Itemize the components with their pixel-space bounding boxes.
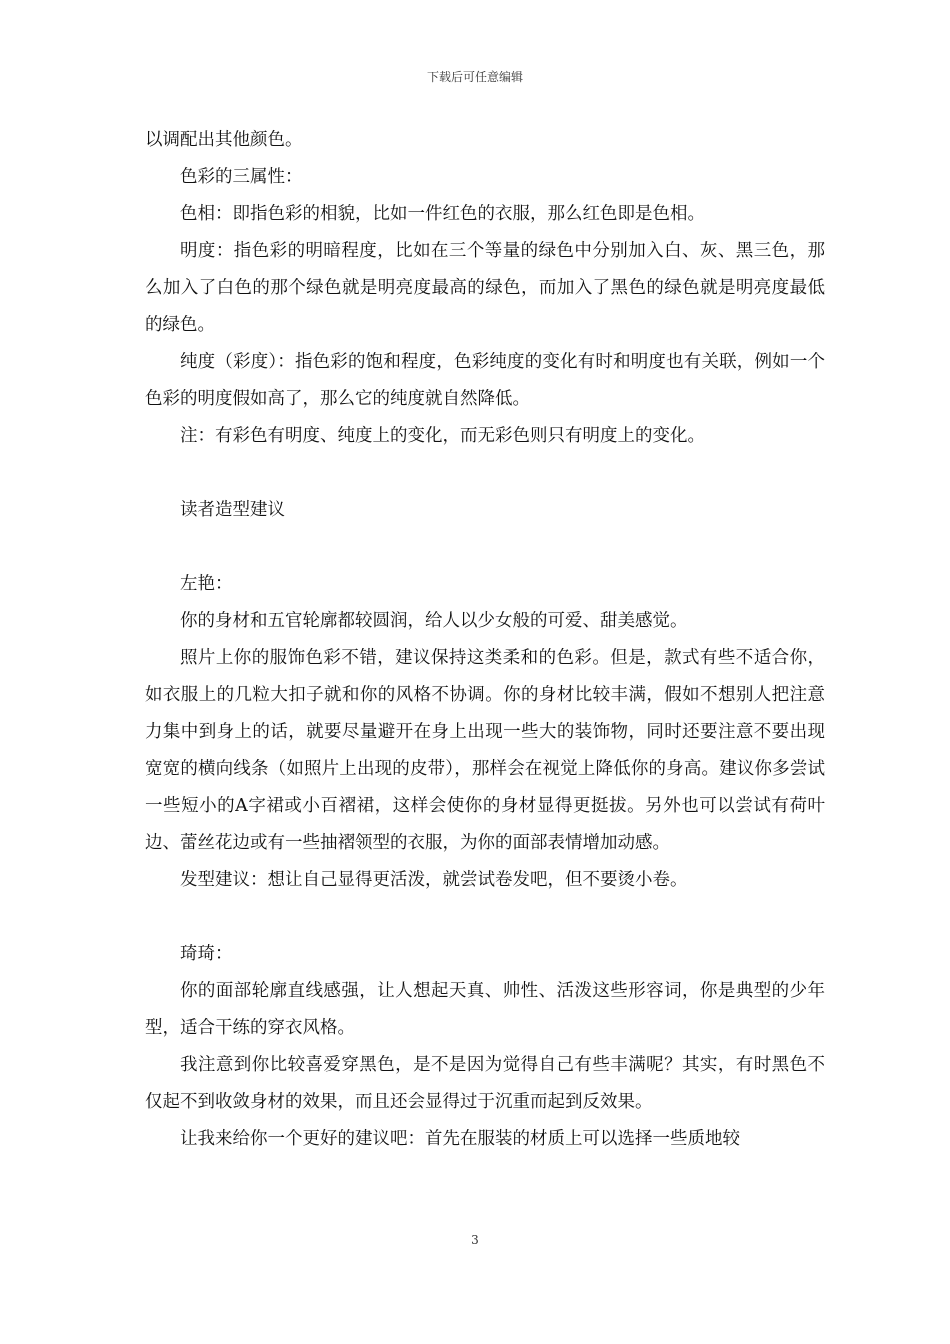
paragraph-brightness: 明度：指色彩的明暗程度，比如在三个等量的绿色中分别加入白、灰、黑三色，那么加入了白色的那个绿色就是明亮度最高的绿色，而加入了黑色的绿色就是明亮度最低的绿色。: [145, 241, 825, 335]
paragraph-qiqi-black: 我注意到你比较喜爱穿黑色，是不是因为觉得自己有些丰满呢？其实，有时黑色不仅起不到收敛身材的效果，而且还会显得过于沉重而起到反效果。: [145, 1055, 825, 1112]
blank-line: [145, 899, 825, 936]
paragraph-qiqi-suggestion: 让我来给你一个更好的建议吧：首先在服装的材质上可以选择一些质地较: [180, 1129, 740, 1149]
section-title: 读者造型建议: [180, 500, 285, 520]
reader-name-qiqi: 琦琦：: [180, 944, 233, 964]
paragraph-zuoyan-advice: 照片上你的服饰色彩不错，建议保持这类柔和的色彩。但是，款式有些不适合你，如衣服上的几粒大扣子就和你的风格不协调。你的身材比较丰满，假如不想别人把注意力集中到身上的话，就要尽量避开在身上出现一些大的装饰物，同时还要注意不要出现宽宽的横向线条（如照片上出现的皮带），那样会在视觉上降低你的身高。建议你多尝试一些短小的A字裙或小百褶裙，这样会使你的身材显得更挺拔。另外也可以尝试有荷叶边、蕾丝花边或有一些抽褶领型的衣服，为你的面部表情增加动感。: [145, 648, 825, 853]
reader-name-zuoyan: 左艳：: [180, 574, 233, 594]
paragraph-zuoyan-figure: 你的身材和五官轮廓都较圆润，给人以少女般的可爱、甜美感觉。: [180, 611, 688, 631]
page-number: 3: [471, 1233, 479, 1247]
blank-line: [145, 455, 825, 492]
blank-line: [145, 529, 825, 566]
page-header: 下载后可任意编辑: [426, 70, 523, 84]
paragraph-qiqi-face: 你的面部轮廓直线感强，让人想起天真、帅性、活泼这些形容词，你是典型的少年型，适合干练的穿衣风格。: [145, 981, 825, 1038]
paragraph-continuation: 以调配出其他颜色。: [145, 130, 303, 150]
paragraph-zuoyan-hair: 发型建议：想让自己显得更活泼，就尝试卷发吧，但不要烫小卷。: [180, 870, 688, 890]
paragraph-hue: 色相：即指色彩的相貌，比如一件红色的衣服，那么红色即是色相。: [180, 204, 705, 224]
paragraph-saturation: 纯度（彩度）：指色彩的饱和程度，色彩纯度的变化有时和明度也有关联，例如一个色彩的明度假如高了，那么它的纯度就自然降低。: [145, 352, 825, 409]
paragraph-note: 注：有彩色有明度、纯度上的变化，而无彩色则只有明度上的变化。: [180, 426, 705, 446]
paragraph-color-attributes-heading: 色彩的三属性：: [180, 167, 303, 187]
document-body: [145, 122, 825, 1158]
